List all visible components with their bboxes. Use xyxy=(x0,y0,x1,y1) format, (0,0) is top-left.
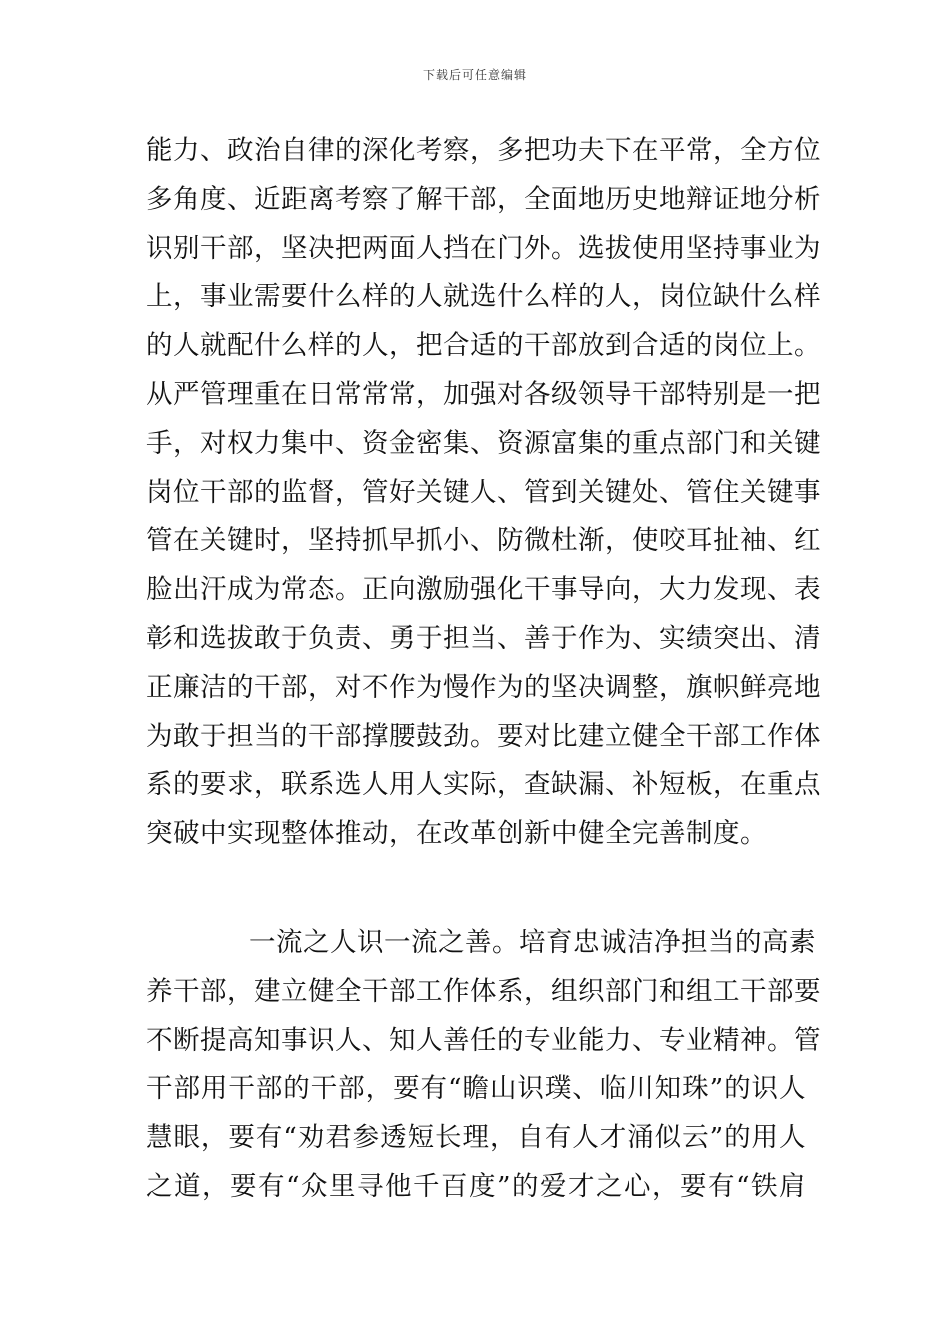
text-line: 从严管理重在日常常常，加强对各级领导干部特别是一把 xyxy=(146,378,821,410)
text-line: 突破中实现整体推动，在改革创新中健全完善制度。 xyxy=(146,818,767,850)
text-line: 系的要求，联系选人用人实际，查缺漏、补短板，在重点 xyxy=(146,769,821,801)
text-line: 的人就配什么样的人，把合适的干部放到合适的岗位上。 xyxy=(146,330,821,362)
text-line: 一流之人识一流之善。培育忠诚洁净担当的高素 xyxy=(249,927,816,958)
text-line: 手，对权力集中、资金密集、资源富集的重点部门和关键 xyxy=(146,427,821,459)
paragraph-1 xyxy=(146,127,821,859)
text-line: 之道，要有“众里寻他千百度”的爱才之心，要有“铁肩 xyxy=(146,1170,806,1202)
text-line: 上，事业需要什么样的人就选什么样的人，岗位缺什么样 xyxy=(146,281,821,313)
text-line: 正廉洁的干部，对不作为慢作为的坚决调整，旗帜鲜亮地 xyxy=(146,671,821,703)
text-line: 为敢于担当的干部撑腰鼓劲。要对比建立健全干部工作体 xyxy=(146,720,821,752)
text-line: 不断提高知事识人、知人善任的专业能力、专业精神。管 xyxy=(146,1024,821,1056)
text-line: 管在关键时，坚持抓早抓小、防微杜渐，使咬耳扯袖、红 xyxy=(146,525,821,557)
text-line: 养干部，建立健全干部工作体系，组织部门和组工干部要 xyxy=(146,975,821,1007)
text-line: 干部用干部的干部，要有“瞻山识璞、临川知珠”的识人 xyxy=(146,1073,806,1105)
text-line: 多角度、近距离考察了解干部，全面地历史地辩证地分析 xyxy=(146,183,821,215)
text-line: 彰和选拔敢于负责、勇于担当、善于作为、实绩突出、清 xyxy=(146,622,821,654)
text-line: 慧眼，要有“劝君参透短长理，自有人才涌似云”的用人 xyxy=(146,1122,806,1154)
paragraph-2 xyxy=(146,919,821,1212)
text-line: 脸出汗成为常态。正向激励强化干事导向，大力发现、表 xyxy=(146,574,821,606)
text-line: 识别干部，坚决把两面人挡在门外。选拔使用坚持事业为 xyxy=(146,232,821,264)
page-header-note: 下载后可任意编辑 xyxy=(422,68,527,82)
text-line: 岗位干部的监督，管好关键人、管到关键处、管住关键事 xyxy=(146,476,821,508)
text-line: 能力、政治自律的深化考察，多把功夫下在平常，全方位 xyxy=(146,135,821,166)
